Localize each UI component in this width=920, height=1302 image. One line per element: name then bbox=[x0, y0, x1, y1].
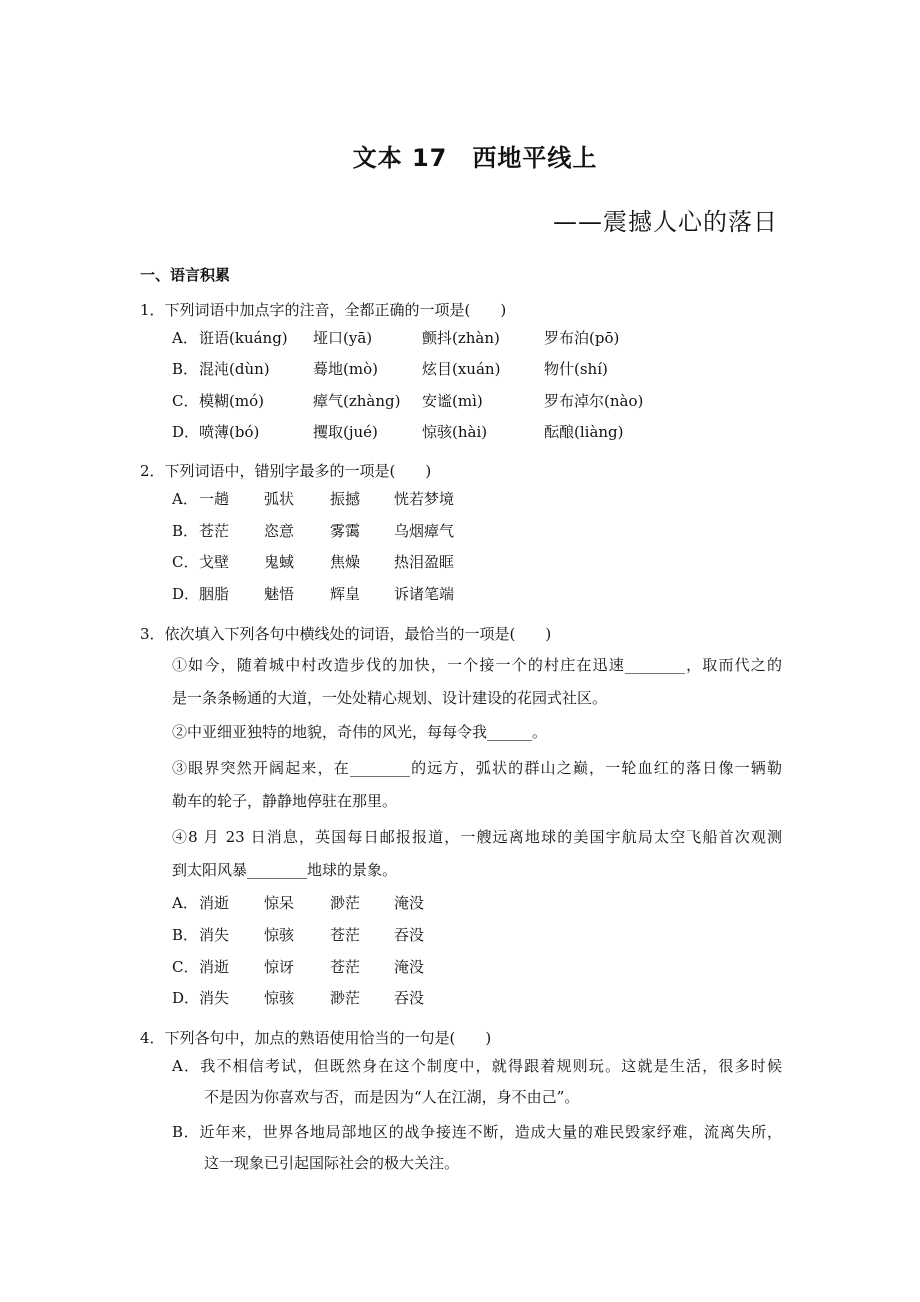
option-item: 垭口(yā) bbox=[313, 329, 373, 347]
option-item: 物什(shí) bbox=[544, 360, 608, 378]
question-3-sentence-1-cont: 是一条条畅通的大道，一处处精心规划、设计建设的花园式社区。 bbox=[172, 689, 608, 707]
option-letter: D． bbox=[172, 989, 200, 1007]
option-item: 胭脂 bbox=[199, 585, 230, 603]
option-item: 罗布泊(pō) bbox=[544, 329, 620, 347]
option-item: 惊骇(hài) bbox=[422, 423, 488, 441]
option-item: 一趟 bbox=[199, 490, 230, 508]
question-3-stem: 3．依次填入下列各句中横线处的词语，最恰当的一项是( ) bbox=[140, 625, 552, 643]
option-item: 苍茫 bbox=[330, 926, 361, 944]
option-item: 炫目(xuán) bbox=[422, 360, 501, 378]
question-4-option-b-cont: 这一现象已引起国际社会的极大关注。 bbox=[204, 1154, 460, 1172]
option-item: 鬼蜮 bbox=[264, 553, 295, 571]
option-letter: C． bbox=[172, 958, 199, 976]
option-item: 乌烟瘴气 bbox=[394, 522, 455, 540]
option-item: 攫取(jué) bbox=[313, 423, 378, 441]
option-item: 惊呆 bbox=[264, 894, 295, 912]
page-subtitle: ——震撼人心的落日 bbox=[553, 208, 778, 236]
option-item: 混沌(dùn) bbox=[199, 360, 270, 378]
question-4-option-a: A．我不相信考试，但既然身在这个制度中，就得跟着规则玩。这就是生活，很多时候 bbox=[172, 1057, 782, 1075]
option-item: 焦燥 bbox=[330, 553, 361, 571]
option-letter: C． bbox=[172, 392, 199, 410]
option-item: 苍茫 bbox=[330, 958, 361, 976]
option-letter: A． bbox=[172, 894, 198, 912]
option-item: 消逝 bbox=[199, 894, 230, 912]
option-item: 振撼 bbox=[330, 490, 361, 508]
option-item: 渺茫 bbox=[330, 989, 361, 1007]
option-item: 吞没 bbox=[394, 926, 425, 944]
question-4-option-a-cont: 不是因为你喜欢与否，而是因为“人在江湖，身不由己”。 bbox=[204, 1088, 580, 1106]
option-item: 苍茫 bbox=[199, 522, 230, 540]
option-item: 酝酿(liàng) bbox=[544, 423, 624, 441]
option-item: 消失 bbox=[199, 989, 230, 1007]
option-item: 热泪盈眶 bbox=[394, 553, 455, 571]
option-letter: D． bbox=[172, 423, 200, 441]
option-item: 魅悟 bbox=[264, 585, 295, 603]
option-item: 恍若梦境 bbox=[394, 490, 455, 508]
section-heading: 一、语言积累 bbox=[140, 266, 231, 284]
option-item: 辉皇 bbox=[330, 585, 361, 603]
option-item: 模糊(mó) bbox=[199, 392, 264, 410]
page-title: 文本 17 西地平线上 bbox=[352, 144, 598, 172]
option-letter: A． bbox=[172, 329, 198, 347]
option-letter: C． bbox=[172, 553, 199, 571]
option-item: 喷薄(bó) bbox=[199, 423, 260, 441]
option-item: 诳语(kuáng) bbox=[199, 329, 288, 347]
option-item: 瘴气(zhàng) bbox=[313, 392, 401, 410]
option-item: 蓦地(mò) bbox=[313, 360, 378, 378]
question-3-sentence-3: ③眼界突然开阔起来，在________的远方，弧状的群山之巅，一轮血红的落日像一辆勒 bbox=[172, 759, 782, 777]
question-3-sentence-3-cont: 勒车的轮子，静静地停驻在那里。 bbox=[172, 792, 398, 810]
option-letter: B． bbox=[172, 360, 199, 378]
option-item: 惊讶 bbox=[264, 958, 295, 976]
question-3-sentence-4-cont: 到太阳风暴________地球的景象。 bbox=[172, 861, 398, 879]
question-3-sentence-1: ①如今，随着城中村改造步伐的加快，一个接一个的村庄在迅速________，取而代之的 bbox=[172, 656, 782, 674]
option-item: 吞没 bbox=[394, 989, 425, 1007]
question-3-sentence-2: ②中亚细亚独特的地貌，奇伟的风光，每每令我______。 bbox=[172, 723, 548, 741]
option-letter: A． bbox=[172, 490, 198, 508]
option-item: 罗布淖尔(nào) bbox=[544, 392, 644, 410]
option-item: 惊骇 bbox=[264, 926, 295, 944]
option-item: 戈壁 bbox=[199, 553, 230, 571]
question-1-stem: 1．下列词语中加点字的注音，全都正确的一项是( ) bbox=[140, 301, 507, 319]
option-item: 弧状 bbox=[264, 490, 295, 508]
option-item: 雾霭 bbox=[330, 522, 361, 540]
option-item: 淹没 bbox=[394, 958, 425, 976]
question-4-stem: 4．下列各句中，加点的熟语使用恰当的一句是( ) bbox=[140, 1029, 492, 1047]
option-item: 恣意 bbox=[264, 522, 295, 540]
question-3-sentence-4: ④8 月 23 日消息，英国每日邮报报道，一艘远离地球的美国宇航局太空飞船首次观测 bbox=[172, 828, 782, 846]
option-item: 渺茫 bbox=[330, 894, 361, 912]
option-item: 消失 bbox=[199, 926, 230, 944]
option-item: 诉诸笔端 bbox=[394, 585, 455, 603]
question-2-stem: 2．下列词语中，错别字最多的一项是( ) bbox=[140, 462, 432, 480]
option-item: 安谧(mì) bbox=[422, 392, 483, 410]
option-item: 淹没 bbox=[394, 894, 425, 912]
option-letter: B． bbox=[172, 926, 199, 944]
option-item: 消逝 bbox=[199, 958, 230, 976]
question-4-option-b: B．近年来，世界各地局部地区的战争接连不断，造成大量的难民毁家纾难，流离失所， bbox=[172, 1123, 782, 1141]
option-letter: D． bbox=[172, 585, 200, 603]
option-item: 颤抖(zhàn) bbox=[422, 329, 500, 347]
option-item: 惊骇 bbox=[264, 989, 295, 1007]
option-letter: B． bbox=[172, 522, 199, 540]
